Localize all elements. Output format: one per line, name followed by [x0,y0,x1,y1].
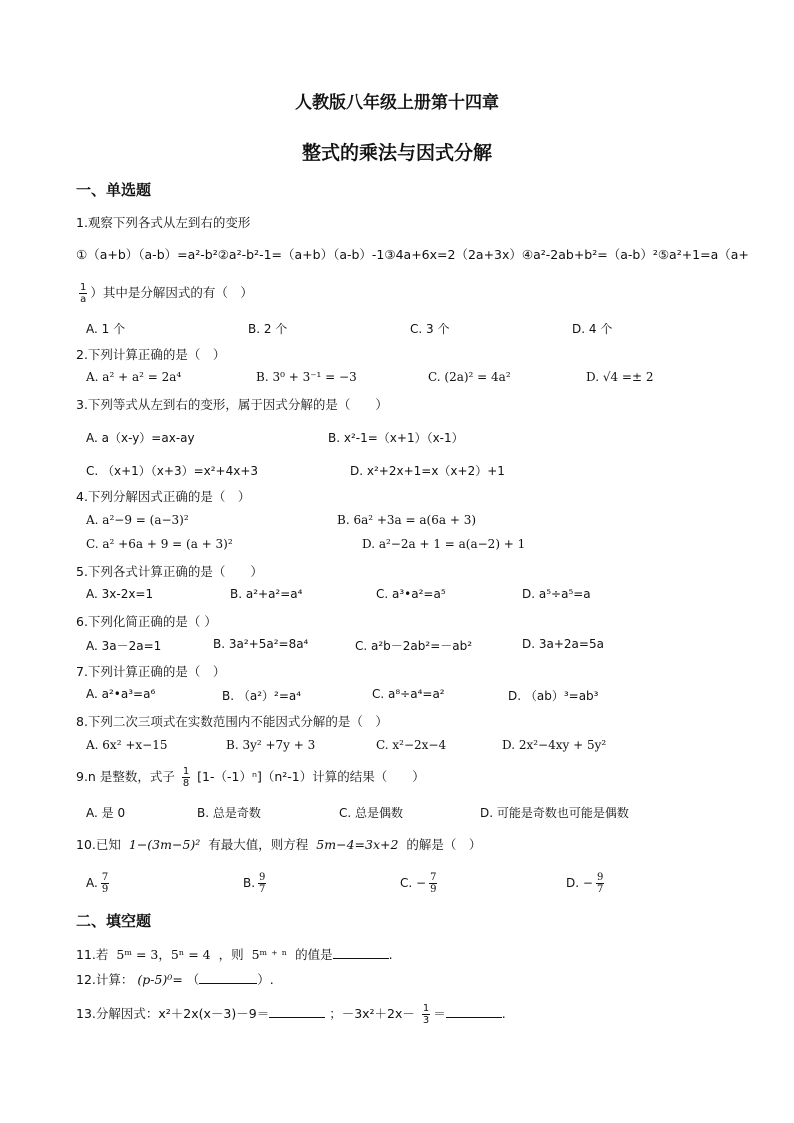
question-6-stem: 6.下列化简正确的是（ ） [76,614,217,629]
answer-blank[interactable] [333,946,389,959]
option-d[interactable]: D. a⁵÷a⁵=a [522,587,591,601]
option-a[interactable]: A. 3x-2x=1 [86,587,154,601]
question-10-options [0,872,794,902]
document-subtitle: 整式的乘法与因式分解 [301,142,492,164]
question-3-options-row-1 [0,429,794,449]
question-4-options-row-1 [0,513,794,533]
fraction: $\frac{1}{3}$ [422,1003,430,1026]
question-7-stem: 7.下列计算正确的是（ ） [76,664,226,679]
option-d[interactable]: D. （ab）³=ab³ [508,689,599,703]
fraction: $\frac{1}{8}$ [182,766,190,789]
question-2-stem: 2.下列计算正确的是（ ） [76,347,226,362]
option-c[interactable]: C. x²−2x−4 [376,738,447,752]
question-11: 11.若 5ᵐ = 3，5ⁿ = 4 ，则 5ᵐ ⁺ ⁿ 的值是 . [76,947,393,962]
option-b[interactable]: B. 总是奇数 [197,806,261,820]
question-9-options [0,804,794,824]
question-2-options [0,370,794,390]
option-b[interactable]: B. a²+a²=a⁴ [230,587,303,601]
question-1-expressions: ①（a+b）（a-b）=a²-b²②a²-b²-1=（a+b）（a-b）-1③4a+6x=2（2a+3x）④a²-2ab+b²=（a-b）²⑤a²+1=a（a+ [76,247,749,262]
section-heading-single-choice: 一、单选题 [76,181,152,199]
fraction: $\frac{7}{9}$ [430,872,437,895]
option-d[interactable]: D. 4 个 [572,322,613,336]
question-4-stem: 4.下列分解因式正确的是（ ） [76,489,251,504]
option-a[interactable]: A. a²−9 = (a−3)² [86,513,189,527]
option-d[interactable]: D. a²−2a + 1 = a(a−2) + 1 [362,537,526,551]
option-c[interactable]: C. （x+1）（x+3）=x²+4x+3 [86,464,259,478]
option-d[interactable]: D. − $\frac{9}{7}$ [566,872,604,895]
option-a[interactable]: A. a² + a² = 2a⁴ [86,370,182,384]
option-b[interactable]: B. （a²）²=a⁴ [222,689,302,703]
option-d[interactable]: D. 3a+2a=5a [522,637,604,651]
answer-blank[interactable] [269,1005,325,1018]
option-c[interactable]: C. a⁸÷a⁴=a² [372,687,445,701]
option-c[interactable]: C. (2a)² = 4a² [428,370,511,384]
question-6-options [0,637,794,657]
option-c[interactable]: C. a² +6a + 9 = (a + 3)² [86,537,233,551]
option-c[interactable]: C. 3 个 [410,322,450,336]
option-a[interactable]: A. a（x-y）=ax-ay [86,431,195,445]
option-d[interactable]: D. 2x²−4xy + 5y² [502,738,607,752]
option-a[interactable]: A. 1 个 [86,322,126,336]
option-b[interactable]: B. 3y² +7y + 3 [226,738,316,752]
option-d[interactable]: D. x²+2x+1=x（x+2）+1 [350,464,505,478]
option-c[interactable]: C. − $\frac{7}{9}$ [400,872,437,895]
question-12: 12.计算： (p-5)⁰= （ ）. [76,972,274,987]
question-1-options [0,320,794,340]
option-b[interactable]: B. 3⁰ + 3⁻¹ = −3 [256,370,357,384]
option-a[interactable]: A. $\frac{7}{9}$ [86,872,109,895]
fraction: $\frac{1}{a}$ [80,282,87,305]
option-a[interactable]: A. 3a－2a=1 [86,639,162,653]
option-c[interactable]: C. a³•a²=a⁵ [376,587,446,601]
option-b[interactable]: B. 2 个 [248,322,288,336]
section-heading-fill-in: 二、填空题 [76,912,152,930]
question-4-options-row-2 [0,537,794,557]
question-13: 13.分解因式：x²＋2x(x－3)－9＝ ；－3x²＋2x－ $\frac{1}{3}$ ＝ . [76,1003,506,1026]
question-1-stem: 1.观察下列各式从左到右的变形 [76,215,251,230]
option-d[interactable]: D. 可能是奇数也可能是偶数 [480,806,629,820]
question-5-stem: 5.下列各式计算正确的是（ ） [76,564,263,579]
question-8-options [0,738,794,758]
option-b[interactable]: B. 3a²+5a²=8a⁴ [213,637,309,651]
option-b[interactable]: B. $\frac{9}{7}$ [243,872,266,895]
option-a[interactable]: A. 是 0 [86,806,126,820]
option-a[interactable]: A. a²•a³=a⁶ [86,687,156,701]
fraction: $\frac{9}{7}$ [259,872,266,895]
question-10-stem: 10.已知 1−(3m−5)² 有最大值，则方程 5m−4=3x+2 的解是（ ） [76,837,482,852]
question-8-stem: 8.下列二次三项式在实数范围内不能因式分解的是（ ） [76,714,388,729]
fraction: $\frac{9}{7}$ [596,872,604,895]
answer-blank[interactable] [446,1005,502,1018]
answer-blank[interactable] [199,971,257,984]
question-3-stem: 3.下列等式从左到右的变形，属于因式分解的是（ ） [76,397,388,412]
question-5-options [0,587,794,607]
question-9-stem: 9.n 是整数，式子 $\frac{1}{8}$ [1-（-1）ⁿ]（n²-1）计算的结果（ ） [76,766,425,789]
option-c[interactable]: C. a²b－2ab²=－ab² [355,639,473,653]
option-a[interactable]: A. 6x² +x−15 [86,738,168,752]
question-7-options [0,687,794,707]
question-3-options-row-2 [0,462,794,482]
option-d[interactable]: D. √4 =± 2 [586,370,654,384]
option-c[interactable]: C. 总是偶数 [339,806,404,820]
option-b[interactable]: B. 6a² +3a = a(6a + 3) [337,513,477,527]
question-1-continuation: $\frac{1}{a}$ ）其中是分解因式的有（ ） [80,282,253,305]
fraction: $\frac{7}{9}$ [101,872,109,895]
option-b[interactable]: B. x²-1=（x+1）（x-1） [328,431,464,445]
document-title: 人教版八年级上册第十四章 [295,93,499,113]
